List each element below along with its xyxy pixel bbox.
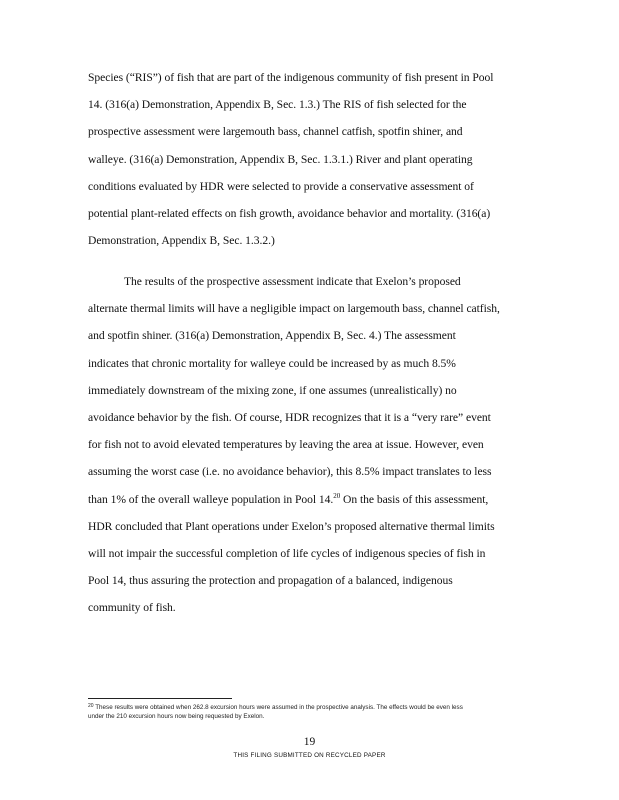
text-line: immediately downstream of the mixing zone, if one assumes (unrealistically) no	[88, 383, 457, 397]
footnote-line	[88, 703, 528, 712]
footnote-line: under the 210 excursion hours now being requested by Exelon.	[88, 713, 265, 720]
text-line: community of fish.	[88, 601, 176, 615]
text-line: potential plant-related effects on fish growth, avoidance behavior and mortality. (316(a)	[88, 207, 491, 221]
text-fragment: than 1% of the overall walleye population in Pool 14.	[88, 492, 334, 506]
footnote-text: These results were obtained when 262.8 excursion hours were assumed in the prospective analysis. The effects would be even less	[95, 704, 463, 711]
text-fragment: On the basis of this assessment,	[340, 492, 489, 506]
text-line: HDR concluded that Plant operations under Exelon’s proposed alternative thermal limits	[88, 519, 495, 533]
text-line: Pool 14, thus assuring the protection and propagation of a balanced, indigenous	[88, 574, 453, 588]
text-line: Species (“RIS”) of fish that are part of the indigenous community of fish present in Pool	[88, 71, 494, 84]
page-number: 19	[303, 736, 316, 748]
text-line: assuming the worst case (i.e. no avoidance behavior), this 8.5% impact translates to less	[88, 465, 492, 479]
text-line: and spotfin shiner. (316(a) Demonstration, Appendix B, Sec. 4.) The assessment	[88, 329, 456, 343]
footnote-divider	[88, 698, 232, 699]
text-line: conditions evaluated by HDR were selected to provide a conservative assessment of	[88, 179, 474, 193]
text-line: alternate thermal limits will have a negligible impact on largemouth bass, channel catfish,	[88, 302, 500, 316]
text-line: 14. (316(a) Demonstration, Appendix B, Sec. 1.3.) The RIS of fish selected for the	[88, 98, 467, 112]
text-line: avoidance behavior by the fish. Of course, HDR recognizes that it is a “very rare” event	[88, 411, 491, 425]
text-line: The results of the prospective assessment indicate that Exelon’s proposed	[124, 275, 461, 288]
text-line: for fish not to avoid elevated temperatures by leaving the area at issue. However, even	[88, 438, 484, 452]
text-line-with-footnote	[88, 486, 538, 513]
text-line: walleye. (316(a) Demonstration, Appendix B, Sec. 1.3.1.) River and plant operating	[88, 152, 473, 166]
paragraph-2	[88, 268, 538, 622]
paragraph-1	[88, 64, 538, 254]
text-line: will not impair the successful completion of life cycles of indigenous species of fish in	[88, 547, 486, 561]
footnote-marker: 20	[88, 703, 94, 709]
text-line: Demonstration, Appendix B, Sec. 1.3.2.)	[88, 234, 275, 248]
recycled-paper-notice: THIS FILING SUBMITTED ON RECYCLED PAPER	[233, 752, 386, 759]
footnote	[88, 703, 528, 721]
footnote-reference[interactable]: 20	[333, 491, 341, 500]
text-line: indicates that chronic mortality for walleye could be increased by as much 8.5%	[88, 356, 456, 370]
text-line: prospective assessment were largemouth bass, channel catfish, spotfin shiner, and	[88, 125, 463, 139]
